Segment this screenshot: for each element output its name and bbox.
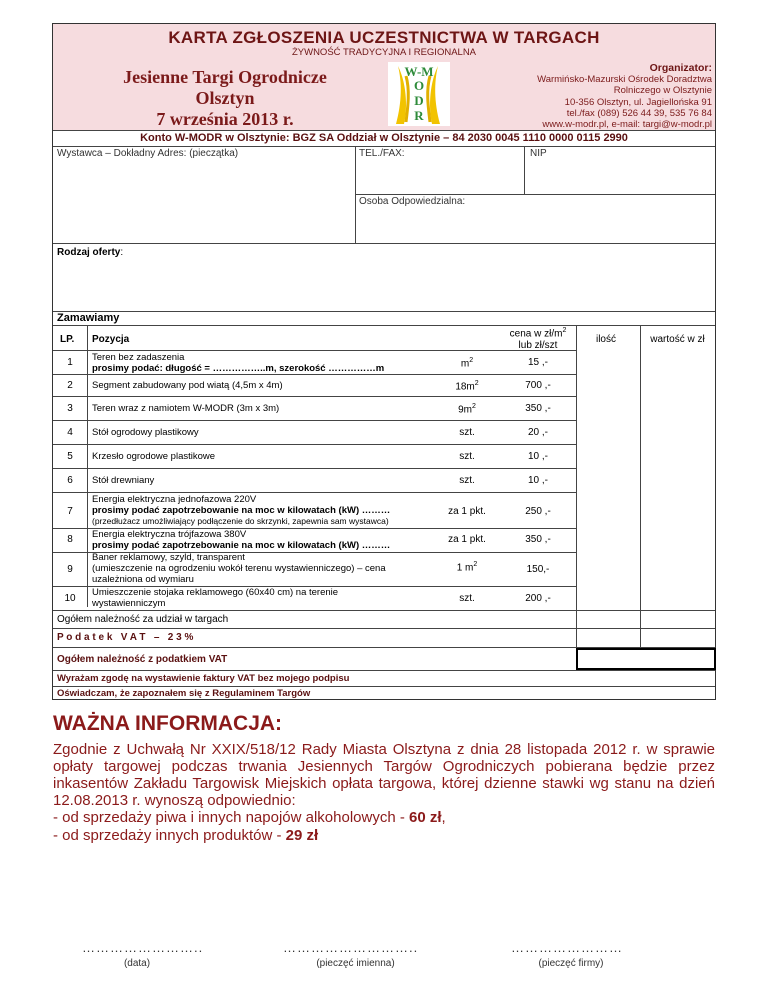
divider	[53, 374, 576, 375]
wmodr-logo	[388, 62, 450, 126]
unit-sup: 2	[469, 357, 474, 364]
event-line-3: 7 września 2013 r.	[156, 109, 294, 129]
fee-text-end: ,	[441, 809, 446, 826]
row-unit	[440, 357, 494, 369]
row-unit: za 1 pkt.	[448, 506, 486, 517]
row-lp: 9	[67, 564, 73, 575]
row-lp: 3	[67, 403, 73, 414]
unit-sup: 2	[474, 380, 479, 387]
divider	[53, 243, 715, 244]
col-value: wartość w zł	[650, 334, 705, 345]
row-unit: szt.	[459, 427, 475, 438]
row-description	[92, 587, 437, 609]
divider	[53, 610, 715, 611]
row-unit	[440, 403, 494, 415]
event-name	[90, 67, 360, 130]
divider	[53, 325, 715, 326]
row-description	[92, 529, 437, 551]
fee-item-other	[53, 827, 318, 844]
fee-text: - od sprzedaży innych produktów -	[53, 827, 286, 844]
offer-type-colon: :	[120, 247, 124, 258]
row-description	[92, 494, 437, 527]
row-price: 250 ,-	[525, 506, 551, 517]
row-desc-line: wystawienniczym	[92, 598, 166, 609]
divider	[524, 146, 525, 194]
form-subtitle: ŻYWNOŚĆ TRADYCYJNA I REGIONALNA	[291, 47, 477, 58]
organizer-address	[472, 74, 712, 130]
divider	[53, 420, 576, 421]
contact-label: Osoba Odpowiedzialna:	[359, 196, 466, 207]
unit-sup: 2	[473, 561, 478, 568]
logo-odr	[409, 78, 429, 123]
fee-amount: 60 zł	[409, 809, 442, 826]
row-desc-line: prosimy podać zapotrzebowanie na moc w kilowatach (kW) ………	[92, 540, 391, 551]
row-desc-line: Energia elektryczna trójfazowa 380V	[92, 529, 247, 540]
col-lp: LP.	[60, 334, 75, 345]
regulations-consent: Oświadczam, że zapoznałem się z Regulaminem Targów	[57, 688, 311, 699]
unit-text: m	[460, 358, 470, 370]
event-line-1: Jesienne Targi Ogrodnicze	[123, 67, 327, 87]
logo-letter: R	[414, 108, 424, 123]
name-stamp-line[interactable]: ………………………..	[283, 940, 419, 955]
organizer-line: tel./fax (089) 526 44 39, 535 76 84	[566, 107, 712, 119]
row-description	[92, 552, 437, 585]
logo-wm: W-M	[404, 64, 434, 79]
col-position: Pozycja	[92, 334, 130, 345]
row-description: Segment zabudowany pod wiatą (4,5m x 4m)	[92, 380, 283, 391]
divider	[87, 325, 88, 607]
unit-sup: 2	[472, 403, 476, 410]
row-desc-line: uzależniona od wymiaru	[92, 574, 194, 585]
exhibitor-label: Wystawca – Dokładny Adres: (pieczątka)	[57, 148, 239, 159]
organizer-line: www.w-modr.pl, e-mail: targi@w-modr.pl	[542, 119, 712, 131]
row-desc-line: Umieszczenie stojaka reklamowego (60x40 cm) na terenie	[92, 587, 339, 598]
total-label: Ogółem należność za udział w targach	[57, 614, 229, 625]
row-price: 10 ,-	[527, 475, 548, 486]
divider	[53, 492, 576, 493]
unit-text: 18m	[455, 381, 475, 393]
row-price: 350 ,-	[525, 403, 551, 414]
divider	[53, 350, 576, 351]
row-price: 200 ,-	[525, 593, 551, 604]
total-vat-label: Ogółem należność z podatkiem VAT	[57, 654, 228, 665]
row-unit: szt.	[459, 475, 475, 486]
row-lp: 8	[67, 534, 73, 545]
organizer-line: Rolniczego w Olsztynie	[613, 85, 712, 97]
total-vat-field[interactable]	[576, 648, 716, 670]
row-price: 20 ,-	[527, 427, 548, 438]
row-description	[92, 352, 437, 374]
row-desc-line: (przedłużacz umożliwiający podłączenie do skrzynki, zapewnia sam wystawca)	[92, 516, 389, 526]
vat-invoice-consent: Wyrażam zgodę na wystawienie faktury VAT bez mojego podpisu	[57, 673, 350, 684]
row-desc-line: prosimy podać: długość = ……………..m, szerokość ……………m	[92, 363, 385, 374]
row-desc-line: prosimy podać zapotrzebowanie na moc w kilowatach (kW) ………	[92, 505, 391, 516]
divider	[53, 670, 715, 671]
row-lp: 2	[67, 380, 73, 391]
row-lp: 10	[64, 593, 76, 604]
row-price: 350 ,-	[525, 534, 551, 545]
nip-label: NIP	[530, 148, 547, 159]
divider	[355, 146, 356, 244]
date-line[interactable]: ……………………..	[82, 940, 204, 955]
row-desc-line: Energia elektryczna jednofazowa 220V	[92, 494, 257, 505]
telfax-label: TEL./FAX:	[359, 148, 405, 159]
organizer-label: Organizator:	[649, 62, 712, 74]
divider	[53, 396, 576, 397]
row-desc-line: Teren bez zadaszenia	[92, 352, 185, 363]
date-label: (data)	[123, 958, 151, 969]
organizer-line: Warmińsko-Mazurski Ośrodek Doradztwa	[537, 74, 712, 85]
event-line-2: Olsztyn	[195, 88, 255, 108]
col-price	[490, 325, 586, 352]
fee-text: - od sprzedaży piwa i innych napojów alkoholowych -	[53, 809, 410, 826]
row-price: 700 ,-	[525, 380, 551, 391]
row-unit: szt.	[459, 451, 475, 462]
nip-field[interactable]	[530, 160, 710, 192]
row-unit: za 1 pkt.	[448, 534, 486, 545]
unit-text: 9m	[458, 404, 472, 416]
name-stamp-label: (pieczęć imienna)	[316, 958, 395, 969]
bank-account: Konto W-MODR w Olsztynie: BGZ SA Oddział w Olsztynie – 84 2030 0045 1110 0000 0115 2990	[140, 132, 628, 144]
divider	[53, 130, 715, 131]
row-description: Teren wraz z namiotem W-MODR (3m x 3m)	[92, 403, 280, 414]
logo-letter: D	[414, 93, 424, 108]
row-description: Stół drewniany	[92, 475, 155, 486]
exhibitor-field[interactable]	[57, 160, 354, 242]
row-unit: szt.	[459, 593, 475, 604]
vat-label: P o d a t e k V A T – 2 3 %	[57, 632, 194, 643]
col-price-sup: 2	[562, 327, 567, 334]
organizer-line: 10-356 Olsztyn, ul. Jagiellońska 91	[564, 96, 712, 108]
row-unit	[440, 561, 494, 573]
row-description: Stół ogrodowy plastikowy	[92, 427, 199, 438]
row-lp: 5	[67, 451, 73, 462]
unit-text: 1 m	[456, 562, 474, 574]
divider	[53, 146, 715, 147]
col-qty: ilość	[595, 334, 616, 345]
row-description: Krzesło ogrodowe plastikowe	[92, 451, 216, 462]
divider	[640, 325, 641, 650]
col-price-text: cena w zł/m	[509, 328, 563, 340]
divider	[53, 628, 715, 629]
row-desc-line: Baner reklamowy, szyld, transparent	[92, 552, 245, 563]
row-price: 150,-	[526, 564, 550, 575]
divider	[355, 194, 715, 195]
fee-amount: 29 zł	[285, 827, 319, 844]
divider	[576, 325, 577, 670]
divider	[53, 444, 576, 445]
col-price-text2: lub zł/szt	[518, 340, 558, 352]
logo-letter: O	[413, 78, 425, 93]
divider	[53, 686, 715, 687]
divider	[53, 311, 715, 312]
info-paragraph: Zgodnie z Uchwałą Nr XXIX/518/12 Rady Miasta Olsztyna z dnia 28 listopada 2012 r. w sprawie opłaty targowej podczas trwania Jesiennych Targów Ogrodniczych pobierana będzie przez inkasentów Zakładu Targowisk Miejskich opłata targowa, której dzienne stawki wg stanu na dzień 12.08.2013 r. wynoszą odpowiednio:	[53, 741, 715, 809]
row-desc-line: (umieszczenie na ogrodzeniu wokół terenu wystawienniczego) – cena	[92, 563, 386, 574]
row-lp: 4	[67, 427, 73, 438]
offer-type-field[interactable]	[57, 262, 711, 308]
contact-field[interactable]	[359, 208, 711, 242]
row-lp: 1	[67, 357, 73, 368]
row-lp: 7	[67, 506, 73, 517]
row-price: 15 ,-	[527, 357, 548, 368]
row-unit	[440, 380, 494, 392]
company-stamp-label: (pieczęć firmy)	[538, 958, 604, 969]
telfax-field[interactable]	[359, 160, 519, 192]
row-lp: 6	[67, 475, 73, 486]
order-section-title: Zamawiamy	[57, 312, 120, 324]
offer-type-label	[57, 247, 123, 258]
fee-item-alcohol	[53, 809, 446, 826]
form-title: KARTA ZGŁOSZENIA UCZESTNICTWA W TARGACH	[168, 28, 600, 47]
company-stamp-line[interactable]: ……………………	[511, 940, 623, 955]
offer-type-text: Rodzaj oferty	[57, 247, 121, 258]
info-heading: WAŻNA INFORMACJA:	[53, 712, 283, 735]
divider	[53, 468, 576, 469]
row-price: 10 ,-	[527, 451, 548, 462]
